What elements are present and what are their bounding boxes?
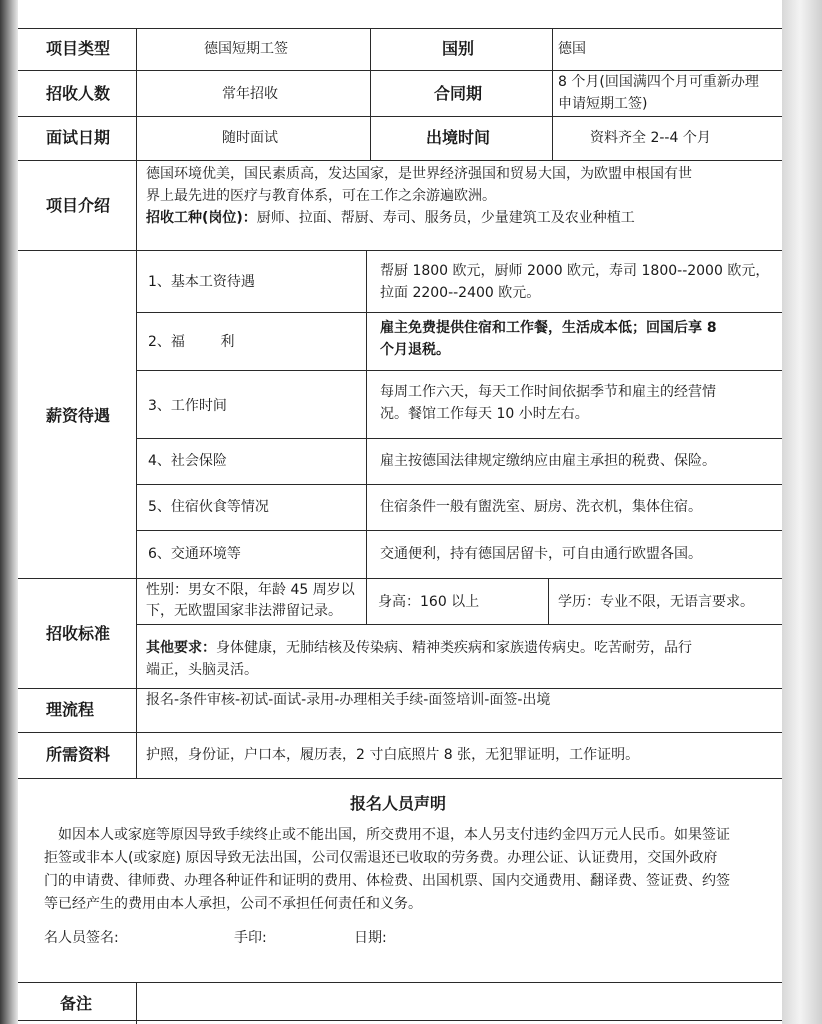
criteria-height: 身高：160 以上	[378, 594, 480, 610]
grid-line	[18, 1020, 782, 1021]
fingerprint-label: 手印:	[234, 930, 267, 946]
intro-jobs	[146, 208, 635, 228]
salary-item-name: 6、交通环境等	[148, 546, 241, 562]
grid-line	[548, 578, 549, 624]
salary-item-detail: 帮厨 1800 欧元，厨师 2000 欧元，寿司 1800--2000 欧元，	[380, 263, 770, 279]
intro-jobs-label: 招收工种(岗位)：	[146, 210, 257, 226]
grid-line	[18, 778, 782, 779]
criteria-other-line2: 端正，头脑灵活。	[146, 662, 258, 678]
recruit-count-label: 招收人数	[46, 84, 111, 103]
grid-line	[136, 28, 137, 778]
project-type-value: 德国短期工签	[204, 41, 288, 57]
signature-label: 名人员签名:	[44, 930, 119, 946]
criteria-other-label: 其他要求：	[146, 640, 216, 656]
criteria-gender-line2: 下，无欧盟国家非法滞留记录。	[146, 603, 342, 619]
criteria-education: 学历：专业不限，无语言要求。	[558, 594, 754, 610]
salary-item-name: 4、社会保险	[148, 453, 227, 469]
recruit-count-value: 常年招收	[222, 86, 278, 102]
grid-line	[18, 160, 782, 161]
docs-value: 护照，身份证，户口本，履历表，2 寸白底照片 8 张，无犯罪证明，工作证明。	[146, 747, 640, 763]
grid-line	[136, 982, 137, 1024]
declaration-line: 门的申请费、律师费、办理各种证件和证明的费用、体检费、出国机票、国内交通费用、翻译费、签证费、约签	[44, 873, 730, 889]
grid-line	[136, 530, 782, 531]
criteria-gender-line1: 性别：男女不限，年龄 45 周岁以	[146, 582, 355, 598]
contract-value-line1: 8 个月(回国满四个月可重新办理	[558, 74, 759, 90]
salary-item-name: 5、住宿伙食等情况	[148, 499, 269, 515]
country-value: 德国	[558, 41, 586, 57]
grid-line	[136, 370, 782, 371]
grid-line	[18, 982, 782, 983]
contract-value-line2: 申请短期工签)	[558, 96, 648, 112]
grid-line	[18, 688, 782, 689]
salary-item-name: 2、福 利	[148, 334, 235, 350]
process-value: 报名-条件审核-初试-面试-录用-办理相关手续-面签培训-面签-出境	[146, 692, 551, 708]
application-form-page	[18, 0, 782, 1024]
grid-line	[136, 624, 782, 625]
salary-item-detail: 况。餐馆工作每天 10 小时左右。	[380, 406, 589, 422]
criteria-other	[146, 638, 692, 658]
declaration-line: 等已经产生的费用由本人承担，公司不承担任何责任和义务。	[44, 896, 422, 912]
salary-item-detail: 个月退税。	[380, 342, 450, 358]
country-label: 国别	[442, 39, 475, 58]
salary-item-detail: 交通便利，持有德国居留卡，可自由通行欧盟各国。	[380, 546, 702, 562]
salary-item-detail: 雇主免费提供住宿和工作餐，生活成本低；回国后享 8	[380, 320, 717, 336]
grid-line	[18, 250, 782, 251]
date-label: 日期:	[354, 930, 387, 946]
grid-line	[18, 28, 782, 29]
criteria-other-line1: 身体健康，无肺结核及传染病、精神类疾病和家族遗传病史。吃苦耐劳，品行	[216, 640, 692, 656]
grid-line	[136, 484, 782, 485]
declaration-title: 报名人员声明	[350, 794, 447, 813]
salary-item-detail: 住宿条件一般有盥洗室、厨房、洗衣机，集体住宿。	[380, 499, 702, 515]
salary-item-detail: 雇主按德国法律规定缴纳应由雇主承担的税费、保险。	[380, 453, 716, 469]
grid-line	[552, 28, 553, 160]
grid-line	[370, 28, 371, 160]
salary-label: 薪资待遇	[46, 406, 111, 425]
criteria-label: 招收标准	[46, 624, 111, 643]
intro-label: 项目介绍	[46, 196, 111, 215]
remarks-label: 备注	[60, 994, 93, 1013]
intro-line2: 界上最先进的医疗与教育体系，可在工作之余游遍欧洲。	[146, 188, 496, 204]
left-page-edge	[0, 0, 18, 1024]
interview-value: 随时面试	[222, 130, 278, 146]
grid-line	[18, 116, 782, 117]
grid-line	[18, 732, 782, 733]
right-page-edge	[782, 0, 822, 1024]
grid-line	[366, 250, 367, 578]
grid-line	[18, 578, 782, 579]
salary-item-detail: 每周工作六天，每天工作时间依据季节和雇主的经营情	[380, 384, 716, 400]
departure-label: 出境时间	[426, 128, 491, 147]
docs-label: 所需资料	[46, 745, 111, 764]
salary-item-detail: 拉面 2200--2400 欧元。	[380, 285, 541, 301]
declaration-line: 如因本人或家庭等原因导致手续终止或不能出国，所交费用不退，本人另支付违约金四万元人民币。如果签证	[58, 827, 730, 843]
interview-label: 面试日期	[46, 128, 111, 147]
project-type-label: 项目类型	[46, 39, 111, 58]
salary-item-name: 1、基本工资待遇	[148, 274, 255, 290]
declaration-line: 拒签或非本人(或家庭) 原因导致无法出国，公司仅需退还已收取的劳务费。办理公证、认证费用，交国外政府	[44, 850, 718, 866]
salary-item-name: 3、工作时间	[148, 398, 227, 414]
intro-line1: 德国环境优美，国民素质高，发达国家，是世界经济强国和贸易大国，为欧盟申根国有世	[146, 166, 692, 182]
intro-jobs-value: 厨师、拉面、帮厨、寿司、服务员，少量建筑工及农业种植工	[256, 210, 635, 226]
grid-line	[136, 312, 782, 313]
departure-value: 资料齐全 2--4 个月	[590, 130, 711, 146]
process-label: 理流程	[46, 700, 95, 719]
contract-label: 合同期	[434, 84, 483, 103]
grid-line	[136, 438, 782, 439]
grid-line	[366, 578, 367, 624]
grid-line	[18, 70, 782, 71]
